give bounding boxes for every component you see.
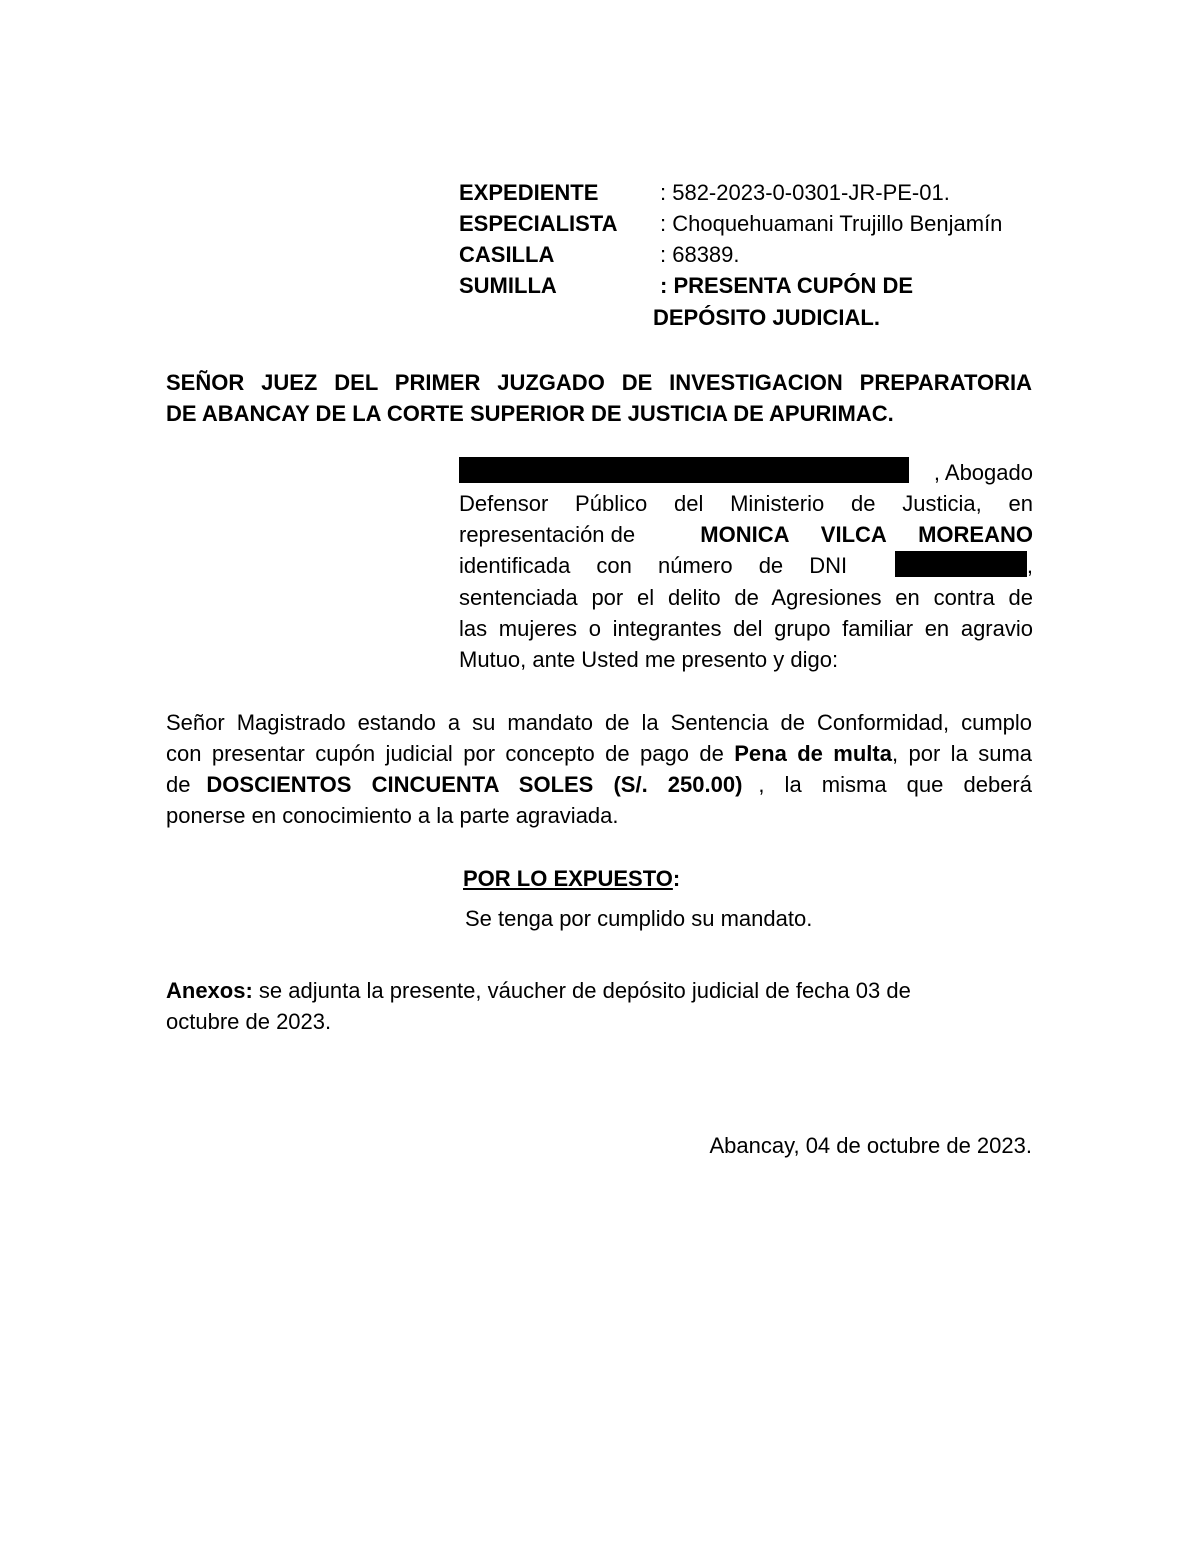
expediente-label: EXPEDIENTE [459, 180, 599, 205]
intro-line-3 [459, 519, 1033, 550]
addressee-line-1: SEÑOR JUEZ DEL PRIMER JUZGADO DE INVESTIGACION PREPARATORIA [166, 370, 1032, 395]
intro-line-5: sentenciada por el delito de Agresiones en contra de [459, 585, 1033, 610]
anexos-line-1 [166, 975, 911, 1006]
client-name: MONICA VILCA MOREANO [700, 522, 1033, 547]
body-line-2-b: , por la suma [891, 741, 1033, 766]
especialista-value: : Choquehuamani Trujillo Benjamín [660, 211, 1003, 236]
body-line-1: Señor Magistrado estando a su mandato de la Sentencia de Conformidad, cumplo [166, 710, 1032, 735]
body-line-4: ponerse en conocimiento a la parte agraviada. [166, 803, 619, 828]
amount-text: DOSCIENTOS CINCUENTA SOLES (S/. 250.00) [206, 772, 743, 797]
intro-line-2: Defensor Público del Ministerio de Justicia, en [459, 491, 1033, 516]
intro-line-7: Mutuo, ante Usted me presento y digo: [459, 647, 839, 672]
body-line-2-a: con presentar cupón judicial por concepto de pago de [166, 741, 724, 766]
sumilla-value-1: : PRESENTA CUPÓN DE [660, 273, 914, 298]
especialista-label: ESPECIALISTA [459, 211, 618, 236]
anexos-line-2: octubre de 2023. [166, 1009, 332, 1034]
addressee [166, 367, 1032, 429]
identificada-text: identificada con número de DNI [459, 553, 848, 578]
dni-comma: , [1026, 553, 1033, 578]
casilla-label: CASILLA [459, 242, 555, 267]
request-text: Se tenga por cumplido su mandato. [465, 906, 813, 931]
dni-group [895, 550, 1033, 581]
body-line-2 [166, 738, 1032, 769]
por-lo-expuesto [463, 863, 680, 894]
body-line-3-b: , la misma que deberá [758, 772, 1032, 797]
place-date: Abancay, 04 de octubre de 2023. [709, 1133, 1032, 1158]
intro-line-1 [459, 457, 1033, 488]
anexos-text-1: se adjunta la presente, váucher de depósito judicial de fecha 03 de [252, 978, 911, 1003]
expediente-value: : 582-2023-0-0301-JR-PE-01. [660, 180, 950, 205]
por-lo-expuesto-colon: : [672, 866, 681, 891]
redacted-lawyer-name [459, 457, 909, 483]
abogado-text: , Abogado [933, 460, 1033, 485]
body-line-3 [166, 769, 1032, 800]
casilla-value: : 68389. [660, 242, 740, 267]
intro-line-6: las mujeres o integrantes del grupo familiar en agravio [459, 616, 1033, 641]
sumilla-label: SUMILLA [459, 273, 557, 298]
sumilla-row-2 [653, 303, 880, 333]
addressee-line-2: DE ABANCAY DE LA CORTE SUPERIOR DE JUSTICIA DE APURIMAC. [166, 401, 894, 426]
body-line-3-a: de [166, 772, 191, 797]
representacion-text: representación de [459, 522, 636, 547]
anexos-label: Anexos: [166, 978, 253, 1003]
por-lo-expuesto-heading: POR LO EXPUESTO [463, 866, 673, 891]
sumilla-value-2: DEPÓSITO JUDICIAL. [653, 305, 880, 330]
pena-de-multa: Pena de multa [734, 741, 892, 766]
redacted-dni [895, 551, 1027, 577]
intro-line-4 [459, 550, 1033, 581]
